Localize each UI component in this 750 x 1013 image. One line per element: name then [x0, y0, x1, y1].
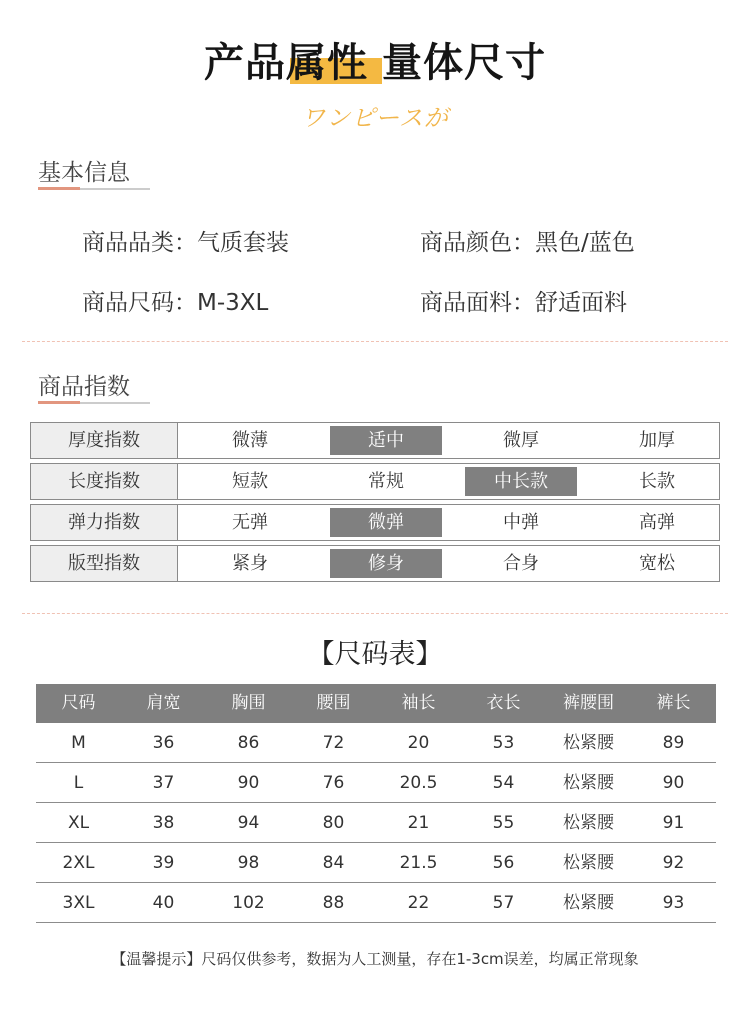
- table-row: [36, 843, 716, 883]
- table-cell: 86: [237, 733, 260, 753]
- page-title: [204, 36, 546, 90]
- info-category: [82, 224, 289, 257]
- basic-info-heading: [38, 154, 130, 187]
- table-cell: 松紧腰: [563, 893, 614, 913]
- size-chart-title: 【尺码表】: [307, 639, 443, 670]
- table-row: [36, 883, 716, 923]
- table-cell: 松紧腰: [563, 853, 614, 873]
- table-cell: 22: [407, 893, 430, 913]
- index-option: 宽松: [639, 553, 675, 574]
- table-cell: 56: [492, 853, 515, 873]
- index-option: 微薄: [232, 430, 268, 451]
- table-cell: 80: [322, 813, 345, 833]
- info-value: 气质套装: [197, 230, 289, 256]
- table-cell: XL: [67, 813, 90, 833]
- table-cell: 102: [232, 893, 265, 913]
- info-size: [82, 284, 268, 317]
- table-row: [36, 723, 716, 763]
- table-cell: 松紧腰: [563, 773, 614, 793]
- table-cell: 松紧腰: [563, 813, 614, 833]
- table-cell: 53: [492, 733, 515, 753]
- table-cell: 37: [152, 773, 175, 793]
- index-row-label: 弹力指数: [31, 505, 178, 540]
- table-cell: 54: [492, 773, 515, 793]
- index-option-selected: 微弹: [330, 508, 442, 537]
- table-cell: 21: [407, 813, 430, 833]
- size-chart-table: [36, 684, 716, 923]
- title-highlight: 属性: [286, 40, 368, 86]
- table-cell: 92: [662, 853, 685, 873]
- info-value: M-3XL: [197, 290, 269, 316]
- size-column-header: 腰围: [316, 693, 351, 713]
- table-cell: 20: [407, 733, 430, 753]
- table-cell: 松紧腰: [563, 733, 614, 753]
- index-row: [30, 504, 720, 541]
- heading-underline-accent: [38, 187, 80, 190]
- section-divider: [22, 613, 728, 614]
- page-subtitle: ワンピースが: [301, 104, 449, 132]
- index-option-selected: 适中: [330, 426, 442, 455]
- size-column-header: 衣长: [486, 693, 521, 713]
- info-label: 商品尺码：: [82, 290, 197, 316]
- table-cell: 94: [237, 813, 260, 833]
- table-cell: 38: [152, 813, 175, 833]
- table-cell: 84: [322, 853, 345, 873]
- index-row-label: 厚度指数: [31, 423, 178, 458]
- index-option: 常规: [368, 471, 404, 492]
- title-part-2: 量体尺寸: [382, 40, 546, 86]
- title-part-1: 产品: [204, 40, 286, 86]
- table-cell: 90: [237, 773, 260, 793]
- table-cell: 39: [152, 853, 175, 873]
- size-column-header: 裤长: [656, 693, 691, 713]
- table-cell: 88: [322, 893, 345, 913]
- info-value: 舒适面料: [535, 290, 627, 316]
- index-option-selected: 中长款: [465, 467, 577, 496]
- index-option: 合身: [503, 553, 539, 574]
- size-tip: 【温馨提示】尺码仅供参考，数据为人工测量，存在1-3cm误差，均属正常现象: [111, 950, 639, 968]
- index-option: 短款: [232, 471, 268, 492]
- size-column-header: 胸围: [231, 693, 266, 713]
- table-row: [36, 803, 716, 843]
- table-cell: 2XL: [62, 853, 95, 873]
- table-cell: 57: [492, 893, 515, 913]
- table-cell: 89: [662, 733, 685, 753]
- size-chart-header: [36, 684, 716, 723]
- info-value: 黑色/蓝色: [535, 230, 635, 256]
- basic-info-heading-text: 基本信息: [38, 160, 130, 186]
- index-option: 长款: [639, 471, 675, 492]
- index-option-selected: 修身: [330, 549, 442, 578]
- index-row-label: 版型指数: [31, 546, 178, 581]
- size-column-header: 尺码: [61, 693, 96, 713]
- table-cell: M: [71, 733, 86, 753]
- table-cell: 93: [662, 893, 685, 913]
- info-color: [420, 224, 635, 257]
- table-cell: 72: [322, 733, 345, 753]
- table-cell: 76: [322, 773, 345, 793]
- info-label: 商品颜色：: [420, 230, 535, 256]
- index-heading-text: 商品指数: [38, 374, 130, 400]
- table-cell: 55: [492, 813, 515, 833]
- table-cell: 20.5: [399, 773, 438, 793]
- size-column-header: 袖长: [401, 693, 436, 713]
- size-column-header: 肩宽: [146, 693, 181, 713]
- page-header: [0, 36, 750, 90]
- size-column-header: 裤腰围: [563, 693, 614, 713]
- index-option: 无弹: [232, 512, 268, 533]
- size-chart-body: [36, 723, 716, 923]
- index-row: [30, 463, 720, 500]
- index-row: [30, 422, 720, 459]
- table-cell: 40: [152, 893, 175, 913]
- table-cell: 90: [662, 773, 685, 793]
- info-label: 商品面料：: [420, 290, 535, 316]
- section-divider: [22, 341, 728, 342]
- index-row: [30, 545, 720, 582]
- info-fabric: [420, 284, 627, 317]
- index-option: 紧身: [232, 553, 268, 574]
- info-label: 商品品类：: [82, 230, 197, 256]
- table-row: [36, 763, 716, 803]
- table-cell: 36: [152, 733, 175, 753]
- index-option: 中弹: [503, 512, 539, 533]
- table-cell: 21.5: [399, 853, 438, 873]
- index-option: 加厚: [639, 430, 675, 451]
- index-option: 微厚: [503, 430, 539, 451]
- index-option: 高弹: [639, 512, 675, 533]
- table-cell: L: [73, 773, 84, 793]
- table-cell: 91: [662, 813, 685, 833]
- heading-underline-accent: [38, 401, 80, 404]
- table-cell: 98: [237, 853, 260, 873]
- index-row-label: 长度指数: [31, 464, 178, 499]
- index-heading: [38, 368, 130, 401]
- table-cell: 3XL: [62, 893, 95, 913]
